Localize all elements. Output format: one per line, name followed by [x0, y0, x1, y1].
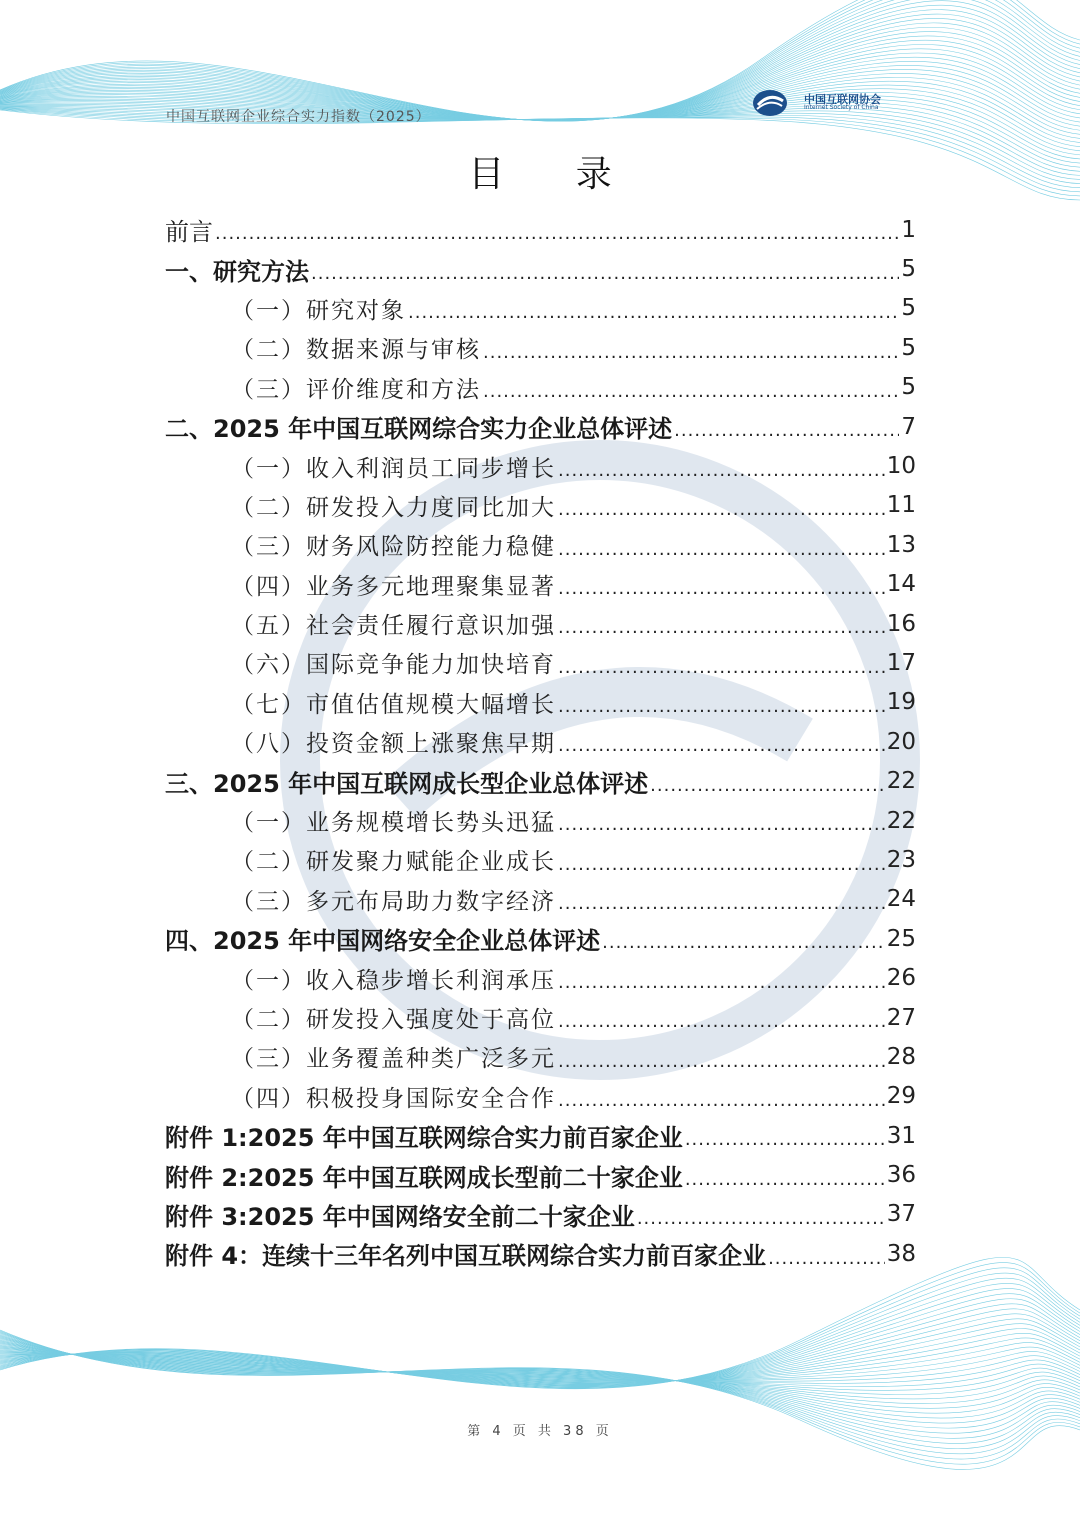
toc-entry[interactable]	[165, 525, 916, 564]
toc-entry-title: （五）社会责任履行意识加强	[231, 613, 556, 640]
top-wave-decoration	[0, 0, 1080, 240]
toc-entry[interactable]	[165, 1077, 916, 1116]
bottom-wave-decoration	[0, 1250, 1080, 1527]
toc-entry-page: 22	[886, 768, 916, 795]
toc-entry[interactable]	[165, 840, 916, 879]
toc-entry-title: 三、2025 年中国互联网成长型企业总体评述	[165, 769, 649, 798]
toc-entry-page: 24	[886, 886, 916, 913]
toc-leader-dots	[215, 225, 899, 249]
toc-leader-dots	[311, 265, 899, 289]
toc-entry[interactable]	[165, 1234, 916, 1273]
toc-leader-dots	[483, 383, 899, 407]
logo-english-name: Internet Society of China	[804, 104, 879, 111]
toc-entry[interactable]	[165, 801, 916, 840]
toc-entry[interactable]	[165, 289, 916, 328]
toc-entry-page: 36	[886, 1162, 916, 1189]
toc-leader-dots	[558, 541, 885, 565]
toc-entry-page: 11	[886, 492, 916, 519]
toc-entry[interactable]	[165, 446, 916, 485]
toc-entry[interactable]	[165, 958, 916, 997]
toc-entry-title: （一）收入利润员工同步增长	[231, 455, 556, 482]
toc-entry[interactable]	[165, 604, 916, 643]
toc-leader-dots	[602, 934, 885, 958]
toc-entry-title: （三）业务覆盖种类广泛多元	[231, 1046, 556, 1073]
toc-entry-page: 22	[886, 807, 916, 834]
toc-entry-page: 13	[886, 531, 916, 558]
toc-leader-dots	[558, 895, 885, 919]
toc-entry-page: 27	[886, 1004, 916, 1031]
toc-entry[interactable]	[165, 1116, 916, 1155]
toc-entry-page: 23	[886, 846, 916, 873]
table-of-contents	[165, 210, 916, 1274]
toc-entry-title: 附件 1:2025 年中国互联网综合实力前百家企业	[165, 1124, 683, 1153]
toc-leader-dots	[558, 698, 885, 722]
toc-entry[interactable]	[165, 1195, 916, 1234]
toc-leader-dots	[637, 1210, 885, 1234]
toc-entry-title: 前言	[165, 218, 213, 247]
toc-entry[interactable]	[165, 249, 916, 288]
toc-leader-dots	[558, 737, 885, 761]
page-title: 目 录	[468, 154, 642, 195]
toc-entry-title: （二）数据来源与审核	[231, 337, 481, 364]
toc-leader-dots	[558, 580, 885, 604]
toc-entry-page: 37	[886, 1201, 916, 1228]
toc-entry-title: （六）国际竞争能力加快培育	[231, 652, 556, 679]
toc-entry-page: 28	[886, 1043, 916, 1070]
toc-leader-dots	[558, 619, 885, 643]
header-document-title: 中国互联网企业综合实力指数（2025）	[166, 109, 431, 125]
toc-entry[interactable]	[165, 1037, 916, 1076]
toc-entry-title: 四、2025 年中国网络安全企业总体评述	[165, 927, 601, 956]
toc-entry-page: 1	[901, 216, 916, 243]
toc-entry-title: （四）积极投身国际安全合作	[231, 1085, 556, 1112]
toc-entry-page: 17	[886, 649, 916, 676]
toc-entry-page: 16	[886, 610, 916, 637]
toc-entry[interactable]	[165, 880, 916, 919]
toc-entry-page: 5	[901, 295, 916, 322]
toc-leader-dots	[558, 1053, 885, 1077]
toc-leader-dots	[674, 422, 899, 446]
toc-entry-page: 14	[886, 571, 916, 598]
toc-entry-title: （三）多元布局助力数字经济	[231, 888, 556, 915]
toc-entry[interactable]	[165, 998, 916, 1037]
toc-entry-page: 31	[886, 1122, 916, 1149]
toc-entry[interactable]	[165, 210, 916, 249]
toc-entry-title: （八）投资金额上涨聚焦早期	[231, 731, 556, 758]
toc-entry[interactable]	[165, 683, 916, 722]
toc-entry-page: 38	[886, 1240, 916, 1267]
toc-entry[interactable]	[165, 1155, 916, 1194]
toc-entry[interactable]	[165, 368, 916, 407]
toc-entry[interactable]	[165, 407, 916, 446]
toc-entry-title: （二）研发投入强度处于高位	[231, 1007, 556, 1033]
toc-leader-dots	[685, 1171, 885, 1195]
toc-entry-title: （三）财务风险防控能力稳健	[231, 534, 556, 561]
toc-leader-dots	[558, 1092, 885, 1116]
toc-entry-title: （一）业务规模增长势头迅猛	[231, 810, 556, 837]
toc-entry-page: 5	[901, 334, 916, 361]
toc-entry-title: 一、研究方法	[165, 257, 309, 286]
toc-entry-title: 二、2025 年中国互联网综合实力企业总体评述	[165, 415, 673, 444]
toc-leader-dots	[483, 344, 899, 368]
toc-entry-page: 7	[901, 413, 916, 440]
toc-leader-dots	[650, 777, 885, 801]
toc-entry-page: 19	[886, 689, 916, 716]
toc-entry-page: 10	[886, 453, 916, 480]
toc-entry-page: 26	[886, 965, 916, 992]
toc-entry-page: 5	[901, 256, 916, 283]
toc-leader-dots	[558, 856, 885, 880]
toc-entry-title: （一）研究对象	[231, 297, 406, 324]
page-footer: 第 4 页 共 38 页	[467, 1424, 613, 1439]
toc-entry-title: （四）业务多元地理聚集显著	[231, 573, 556, 600]
toc-entry-title: （三）评价维度和方法	[231, 376, 481, 403]
toc-entry[interactable]	[165, 643, 916, 682]
toc-entry-page: 20	[886, 728, 916, 755]
toc-entry-page: 25	[886, 925, 916, 952]
toc-entry-title: （七）市值估值规模大幅增长	[231, 691, 556, 718]
toc-leader-dots	[558, 1013, 885, 1037]
toc-entry-title: （一）收入稳步增长利润承压	[231, 967, 556, 994]
toc-entry-page: 5	[901, 374, 916, 401]
toc-leader-dots	[685, 1131, 885, 1155]
toc-leader-dots	[408, 304, 899, 328]
toc-leader-dots	[558, 462, 885, 486]
toc-entry-title: 附件 2:2025 年中国互联网成长型前二十家企业	[165, 1163, 683, 1192]
toc-entry-title: 附件 4：连续十三年名列中国互联网综合实力前百家企业	[165, 1242, 767, 1271]
logo-chinese-name: 中国互联网协会	[804, 93, 881, 106]
toc-entry[interactable]	[165, 486, 916, 525]
toc-entry[interactable]	[165, 328, 916, 367]
toc-leader-dots	[558, 659, 885, 683]
toc-entry[interactable]	[165, 722, 916, 761]
toc-entry[interactable]	[165, 565, 916, 604]
toc-entry-title: 附件 3:2025 年中国网络安全前二十家企业	[165, 1202, 635, 1231]
toc-leader-dots	[558, 816, 885, 840]
toc-leader-dots	[558, 974, 885, 998]
toc-entry[interactable]	[165, 761, 916, 800]
toc-entry-title: （二）研发投入力度同比加大	[231, 494, 556, 521]
toc-entry-page: 29	[886, 1083, 916, 1110]
toc-entry-title: （二）研发聚力赋能企业成长	[231, 849, 556, 876]
toc-leader-dots	[558, 501, 885, 525]
toc-leader-dots	[768, 1250, 885, 1274]
toc-entry[interactable]	[165, 919, 916, 958]
